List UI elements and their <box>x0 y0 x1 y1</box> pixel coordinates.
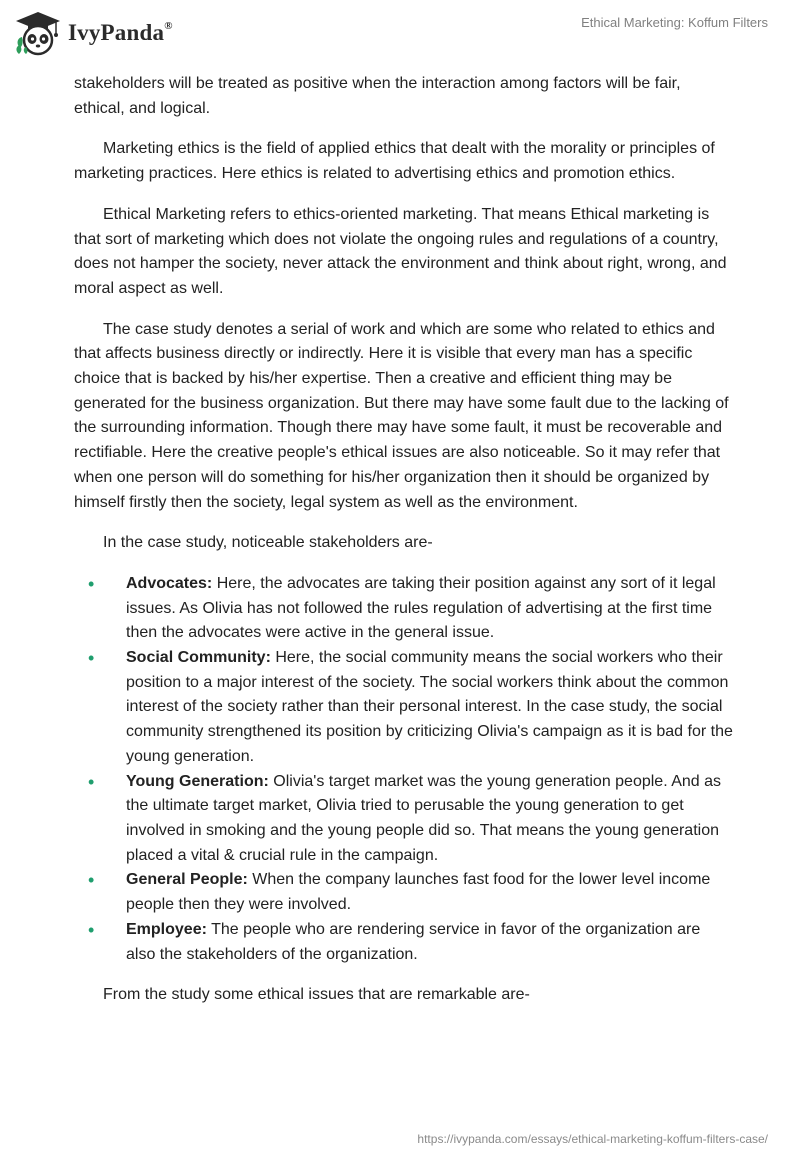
panda-graduate-icon <box>14 10 62 56</box>
stakeholder-term: Employee: <box>126 920 207 938</box>
list-item <box>74 572 734 646</box>
paragraph-continuation: stakeholders will be treated as positive when the interaction among factors will be fair, ethical, and logical. <box>74 75 681 117</box>
stakeholder-term: Young Generation: <box>126 772 269 790</box>
list-item <box>74 770 734 869</box>
document-title: Ethical Marketing: Koffum Filters <box>581 15 768 30</box>
stakeholders-list <box>74 572 734 967</box>
source-url-link[interactable]: https://ivypanda.com/essays/ethical-marketing-koffum-filters-case/ <box>417 1132 768 1146</box>
list-item <box>74 918 734 967</box>
bullet-icon: • <box>88 919 95 940</box>
stakeholder-text: When the company launches fast food for the lower level income people then they were involved. <box>126 871 711 914</box>
bullet-icon: • <box>88 648 95 669</box>
stakeholder-term: Advocates: <box>126 574 213 592</box>
bullet-icon: • <box>88 771 95 792</box>
paragraph-ethical-issues-intro: From the study some ethical issues that are remarkable are- <box>103 986 530 1004</box>
stakeholder-text: The people who are rendering service in favor of the organization are also the stakeholders of the organization. <box>126 920 701 963</box>
bullet-icon: • <box>88 573 95 594</box>
stakeholder-text: Olivia's target market was the young generation people. And as the ultimate target market, Olivia tried to perusable the young generation to get involved in smoking and the young people did so. That means the young generation placed a vital & crucial rule in the campaign. <box>126 772 722 864</box>
stakeholder-text: Here, the social community means the social workers who their position to a major interest of the society. The social workers think about the common interest of the society rather than their personal interest. In the case study, the social community strengthened its position by criticizing Olivia's campaign as it is bad for the young generation. <box>126 649 733 765</box>
paragraph-stakeholders-intro: In the case study, noticeable stakeholders are- <box>103 534 433 552</box>
ivypanda-logo[interactable] <box>14 8 173 58</box>
list-item <box>74 646 734 770</box>
bullet-icon: • <box>88 870 95 891</box>
stakeholder-term: Social Community: <box>126 649 271 667</box>
stakeholder-term: General People: <box>126 871 248 889</box>
list-item <box>74 868 734 917</box>
stakeholder-text: Here, the advocates are taking their position against any sort of it legal issues. As Olivia has not followed the rules regulation of advertising at the first time then the advocates were active in the general issue. <box>126 574 716 642</box>
brand-name: IvyPanda® <box>68 20 173 45</box>
paragraph-ethical-marketing: Ethical Marketing refers to ethics-oriented marketing. That means Ethical marketing is that sort of marketing which does not violate the ongoing rules and regulations of a country, does not hamper the society, never attack the environment and think about right, wrong, and moral aspect as well. <box>74 205 727 297</box>
essay-content <box>74 72 734 1024</box>
paragraph-marketing-ethics: Marketing ethics is the field of applied ethics that dealt with the morality or principles of marketing practices. Here ethics is related to advertising ethics and promotion ethics. <box>74 140 715 183</box>
page-header <box>0 0 800 70</box>
paragraph-case-study: The case study denotes a serial of work and which are some who related to ethics and that affects business directly or indirectly. Here it is visible that every man has a specific choice that is backed by his/her expertise. Then a creative and efficient thing may be generated for the business organization. But there may have some fault due to the lacking of the surrounding information. Though there may have some fault, it must be recoverable and rectifiable. Here the creative people's ethical issues are also noticeable. So it may refer that when one person will do something for his/her organization then it should be organized by himself firstly then the society, legal system as well as the environment. <box>74 320 729 511</box>
